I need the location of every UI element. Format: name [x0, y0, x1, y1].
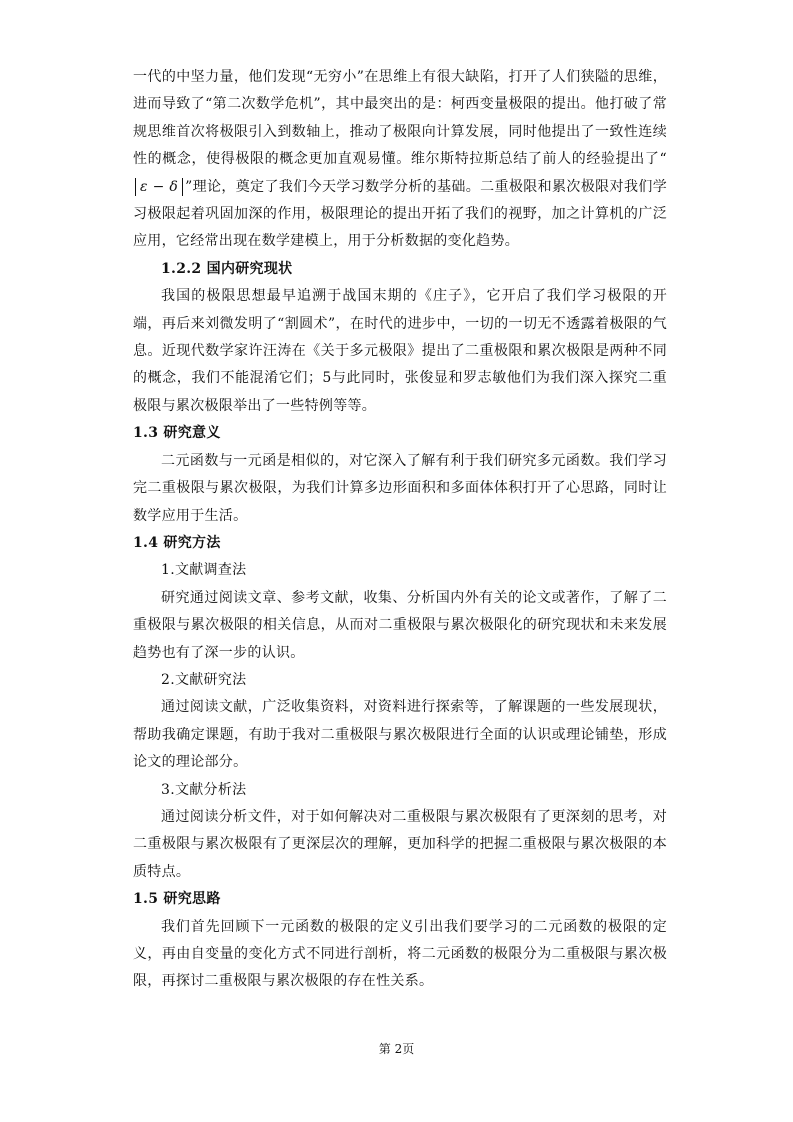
method-1-text: 研究通过阅读文章、参考文献，收集、分析国内外有关的论文或著作，了解了二重极限与累次极限的相关信息，从而对二重极限与累次极限化的研究现状和未来发展趋势也有了深一步的认识。 [133, 589, 667, 661]
document-body [133, 64, 667, 996]
paragraph-history-continued [133, 64, 667, 256]
section-heading-1-4: 1.4 研究方法 [133, 534, 221, 551]
method-1-title: 1.文献调查法 [161, 562, 247, 579]
page-number: 第 2页 [378, 1042, 415, 1056]
method-3-title: 3.文献分析法 [161, 781, 247, 798]
section-heading-1-2-2: 1.2.2 国内研究现状 [161, 260, 293, 277]
method-3-text: 通过阅读分析文件，对于如何解决对二重极限与累次极限有了更深刻的思考，对二重极限与累次极限有了更深层次的理解，更加科学的把握二重极限与累次极限的本质特点。 [133, 808, 667, 880]
paragraph-text: 一代的中坚力量，他们发现“无穷小”在思维上有很大缺陷，打开了人们狭隘的思维，进而导致了“第二次数学危机”，其中最突出的是：柯西变量极限的提出。他打破了常规思维首次将极限引入到数轴上，推动了极限向计算发展，同时他提出了一致性连续性的概念，使得极限的概念更加直观易懂。维尔斯特拉斯总结了前人的经验提出了“ [133, 69, 667, 168]
section-heading-1-5: 1.5 研究思路 [133, 891, 221, 908]
paragraph-domestic-status: 我国的极限思想最早追溯于战国末期的《庄子》，它开启了我们学习极限的开端，再后来刘微发明了“割圆术”，在时代的进步中，一切的一切无不透露着极限的气息。近现代数学家许汪涛在《关于多元极限》提出了二重极限和累次极限是两种不同的概念，我们不能混淆它们；5与此同时，张俊显和罗志敏他们为我们深入探究二重极限与累次极限举出了一些特例等等。 [133, 288, 667, 414]
method-2-title: 2.文献研究法 [161, 671, 247, 688]
paragraph-significance: 二元函数与一元函是相似的，对它深入了解有利于我们研究多元函数。我们学习完二重极限与累次极限，为我们计算多边形面积和多面体体积打开了心思路，同时让数学应用于生活。 [133, 452, 667, 524]
method-2-text: 通过阅读文献，广泛收集资料，对资料进行探索等，了解课题的一些发展现状，帮助我确定课题，有助于我对二重极限与累次极限进行全面的认识或理论铺垫，形成论文的理论部分。 [133, 699, 667, 771]
section-heading-1-3: 1.3 研究意义 [133, 425, 221, 442]
paragraph-text: ”理论，奠定了我们今天学习数学分析的基础。二重极限和累次极限对我们学习极限起着巩固加深的作用，极限理论的提出开拓了我们的视野，加之计算机的广泛应用，它经常出现在数学建模上，用于分析数据的变化趋势。 [133, 178, 667, 250]
epsilon-delta-formula: ε − δ [135, 178, 183, 196]
paragraph-research-approach: 我们首先回顾下一元函数的极限的定义引出我们要学习的二元函数的极限的定义，再由自变量的变化方式不同进行剖析，将二元函数的极限分为二重极限与累次极限，再探讨二重极限与累次极限的存在性关系。 [133, 918, 667, 990]
